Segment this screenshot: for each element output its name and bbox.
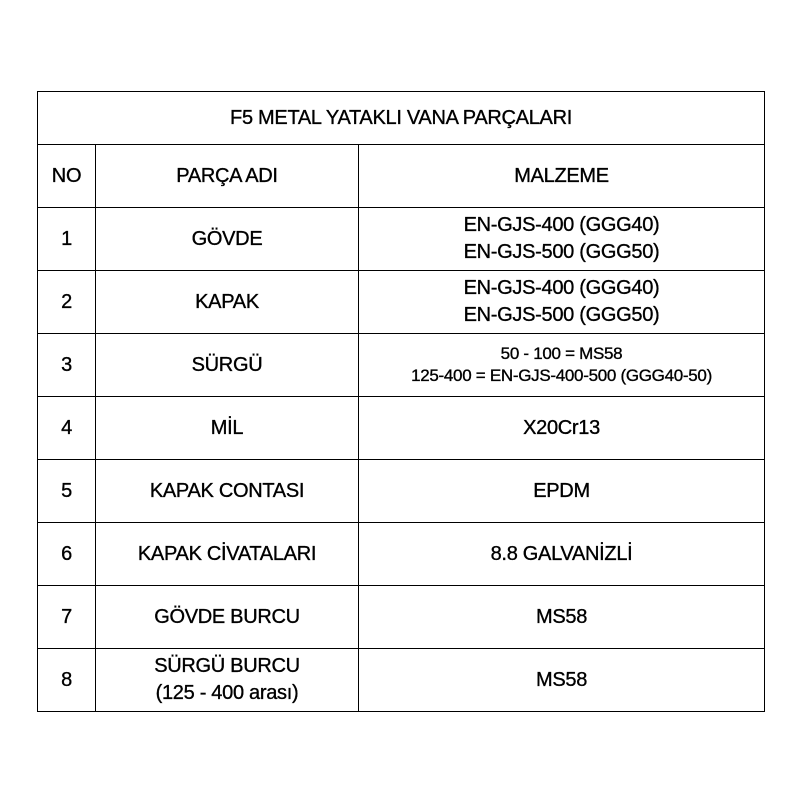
title-row (38, 92, 765, 145)
material-cell (359, 334, 765, 397)
row-no: 2 (38, 271, 96, 334)
table-row (38, 649, 765, 712)
material-cell (359, 271, 765, 334)
part-name: MİL (96, 397, 359, 460)
material-line: 125-400 = EN-GJS-400-500 (GGG40-50) (411, 366, 712, 385)
row-no: 7 (38, 586, 96, 649)
header-row (38, 145, 765, 208)
material-line: EN-GJS-500 (GGG50) (463, 304, 660, 326)
material-cell: X20Cr13 (359, 397, 765, 460)
part-name: GÖVDE (96, 208, 359, 271)
part-name: KAPAK (96, 271, 359, 334)
row-no: 6 (38, 523, 96, 586)
material-cell: 8.8 GALVANİZLİ (359, 523, 765, 586)
table-row (38, 334, 765, 397)
material-cell: EPDM (359, 460, 765, 523)
table-row (38, 460, 765, 523)
material-cell: MS58 (359, 586, 765, 649)
row-no: 1 (38, 208, 96, 271)
row-no: 8 (38, 649, 96, 712)
header-part-name: PARÇA ADI (96, 145, 359, 208)
table-title: F5 METAL YATAKLI VANA PARÇALARI (38, 92, 765, 145)
material-line: EN-GJS-500 (GGG50) (463, 241, 660, 263)
part-name-note: (125 - 400 arası) (155, 682, 299, 704)
material-cell: MS58 (359, 649, 765, 712)
table-row (38, 586, 765, 649)
part-name (96, 649, 359, 712)
row-no: 4 (38, 397, 96, 460)
material-line: EN-GJS-400 (GGG40) (463, 214, 660, 236)
part-name: KAPAK CİVATALARI (96, 523, 359, 586)
parts-table (37, 91, 765, 712)
table-row (38, 397, 765, 460)
part-name: KAPAK CONTASI (96, 460, 359, 523)
part-name: SÜRGÜ (96, 334, 359, 397)
part-name: GÖVDE BURCU (96, 586, 359, 649)
row-no: 3 (38, 334, 96, 397)
header-material: MALZEME (359, 145, 765, 208)
part-name-line: SÜRGÜ BURCU (154, 655, 300, 677)
table-row (38, 523, 765, 586)
table-row (38, 271, 765, 334)
material-line: 50 - 100 = MS58 (500, 344, 623, 363)
table-row (38, 208, 765, 271)
material-line: EN-GJS-400 (GGG40) (463, 277, 660, 299)
material-cell (359, 208, 765, 271)
header-no: NO (38, 145, 96, 208)
row-no: 5 (38, 460, 96, 523)
